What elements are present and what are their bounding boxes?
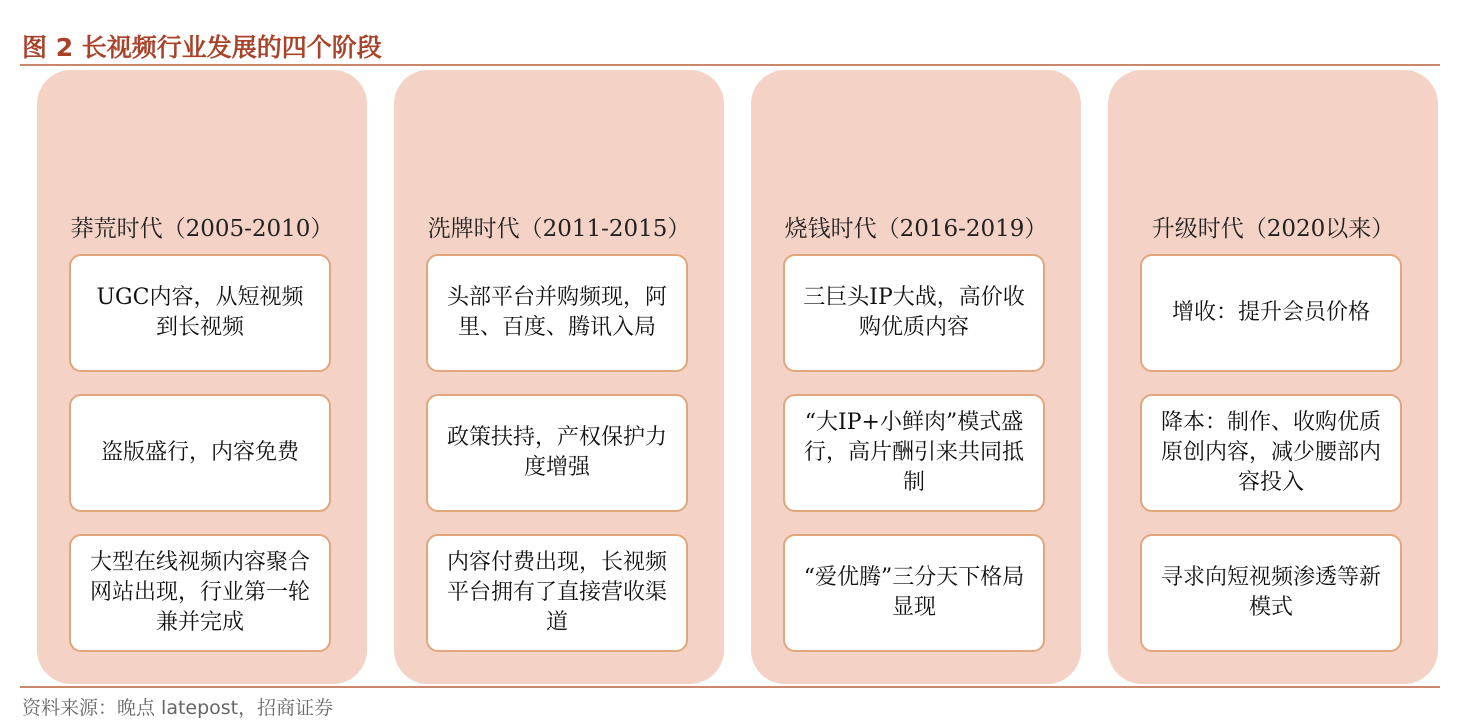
stage-card: “爱优腾”三分天下格局显现 [783, 534, 1045, 652]
stage-title: 升级时代（2020以来） [1151, 216, 1395, 242]
stage-card: 增收：提升会员价格 [1140, 254, 1402, 372]
stage-card: 大型在线视频内容聚合网站出现，行业第一轮兼并完成 [69, 534, 331, 652]
stage-card: “大IP+小鲜肉”模式盛行，高片酬引来共同抵制 [783, 394, 1045, 512]
stage-column-2 [394, 70, 724, 684]
top-divider [20, 64, 1440, 66]
stage-card: 盗版盛行，内容免费 [69, 394, 331, 512]
stage-card: 降本：制作、收购优质原创内容，减少腰部内容投入 [1140, 394, 1402, 512]
stage-card: 内容付费出现，长视频平台拥有了直接营收渠道 [426, 534, 688, 652]
stage-title: 烧钱时代（2016-2019） [784, 216, 1048, 242]
stage-card: 寻求向短视频渗透等新模式 [1140, 534, 1402, 652]
stage-title: 洗牌时代（2011-2015） [427, 216, 691, 242]
stage-card: UGC内容，从短视频到长视频 [69, 254, 331, 372]
stage-card: 政策扶持，产权保护力度增强 [426, 394, 688, 512]
figure-title: 图 2 长视频行业发展的四个阶段 [22, 33, 382, 62]
stage-column-4 [1108, 70, 1438, 684]
stage-column-3 [751, 70, 1081, 684]
bottom-divider [20, 686, 1440, 688]
stage-column-1 [37, 70, 367, 684]
stage-card: 三巨头IP大战，高价收购优质内容 [783, 254, 1045, 372]
stage-title: 莽荒时代（2005-2010） [70, 216, 334, 242]
source-note: 资料来源：晚点 latepost，招商证券 [22, 697, 334, 719]
stage-card: 头部平台并购频现，阿里、百度、腾讯入局 [426, 254, 688, 372]
